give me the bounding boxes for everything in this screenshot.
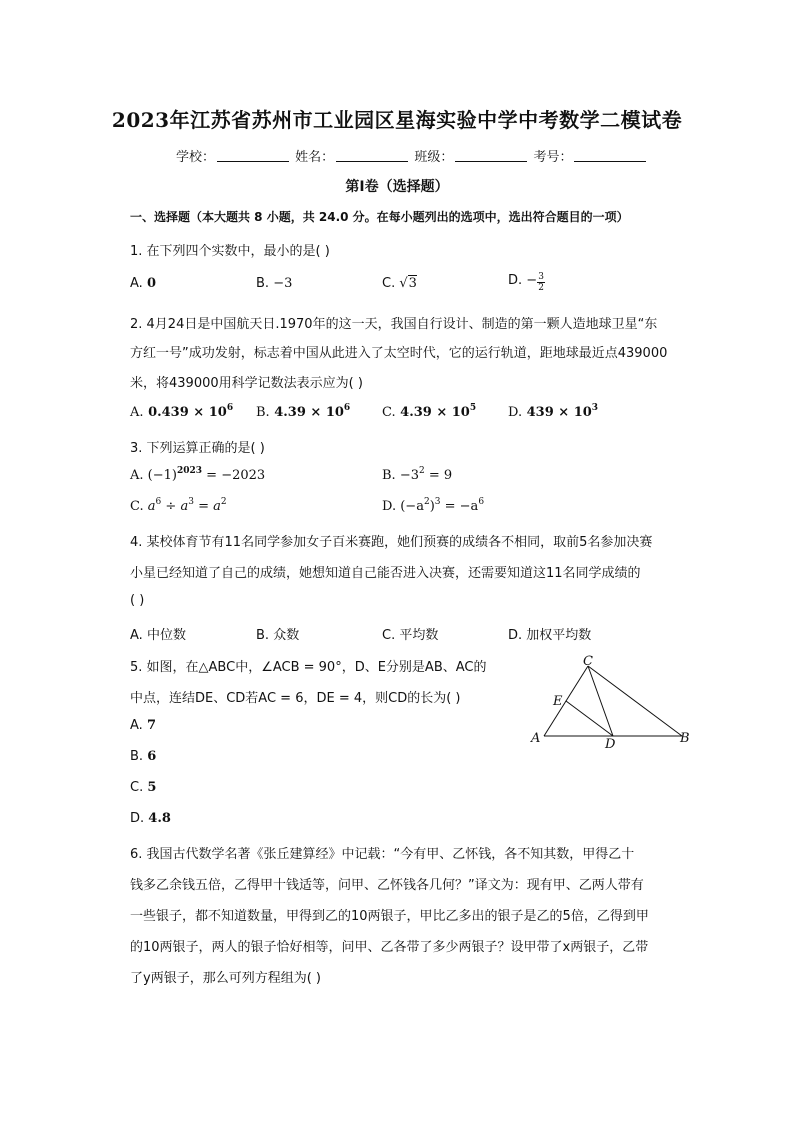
class-label: 班级： xyxy=(414,150,454,165)
q4-line-1: 4. 某校体育节有11名同学参加女子百米赛跑，她们预赛的成绩各不相同，取前5名参加决赛 xyxy=(130,535,653,550)
q2-option-d: D. $439 \times 10^3$ xyxy=(508,403,599,420)
q1-option-a: A. 0 xyxy=(130,276,156,291)
q6-line-3: 一些银子，都不知道数量，甲得到乙的10两银子，甲比乙多出的银子是乙的5倍，乙得到甲 xyxy=(130,909,649,924)
q1-option-b: B. −3 xyxy=(256,276,293,291)
label-E: E xyxy=(553,694,563,709)
q5-option-b: B. 6 xyxy=(130,749,157,764)
q4-option-d: D. 加权平均数 xyxy=(508,628,592,643)
q5-option-d: D. 4.8 xyxy=(130,811,171,826)
q2-option-a: A. $0.439 \times 10^6$ xyxy=(130,403,234,420)
q4-option-b: B. 众数 xyxy=(256,628,300,643)
school-blank xyxy=(217,150,289,162)
segment-DE xyxy=(566,701,613,736)
student-info-line xyxy=(176,146,648,165)
q6-line-4: 的10两银子，两人的银子恰好相等，问甲、乙各带了多少两银子？设甲带了x两银子，乙带 xyxy=(130,940,649,955)
q2-option-c: C. $4.39 \times 10^5$ xyxy=(382,403,477,420)
q3-option-d: D. $(-a^2)^3 = -a^6$ xyxy=(382,497,485,514)
segment-CB xyxy=(588,666,682,736)
label-D: D xyxy=(605,737,616,752)
class-blank xyxy=(455,150,527,162)
q2-line-1: 2. 4月24日是中国航天日.1970年的这一天，我国自行设计、制造的第一颗人造地球卫星“东 xyxy=(130,317,658,332)
id-blank xyxy=(574,150,646,162)
volume-heading: 第Ⅰ卷（选择题） xyxy=(345,179,449,195)
q1-option-d: D. − $\frac{3}{2}$ xyxy=(508,272,544,293)
section-heading: 一、选择题（本大题共 8 小题，共 24.0 分。在每小题列出的选项中，选出符合题目的一项） xyxy=(130,210,629,224)
sqrt-symbol: √3 xyxy=(399,276,417,291)
q3-stem: 3. 下列运算正确的是( ) xyxy=(130,441,265,456)
id-label: 考号： xyxy=(533,150,573,165)
label-A: A xyxy=(531,731,541,746)
exam-title: 2023年江苏省苏州市工业园区星海实验中学中考数学二模试卷 xyxy=(111,108,683,132)
q3-option-a: A. $(-1)^{2023} = -2023$ xyxy=(130,466,266,483)
q4-line-2: 小星已经知道了自己的成绩，她想知道自己能否进入决赛，还需要知道这11名同学成绩的 xyxy=(130,566,641,581)
label-C: C xyxy=(583,654,593,669)
q4-option-c: C. 平均数 xyxy=(382,628,439,643)
name-label: 姓名： xyxy=(295,150,335,165)
q2-line-2: 方红一号”成功发射，标志着中国从此进入了太空时代，它的运行轨道，距地球最近点439000 xyxy=(130,346,668,361)
segment-CD xyxy=(588,666,613,736)
q6-line-2: 钱多乙余钱五倍，乙得甲十钱适等，问甲、乙怀钱各几何？”译文为：现有甲、乙两人带有 xyxy=(130,878,644,893)
q5-option-c: C. 5 xyxy=(130,780,157,795)
q4-option-a: A. 中位数 xyxy=(130,628,186,643)
q6-line-5: 了y两银子，那么可列方程组为( ) xyxy=(130,971,321,986)
school-label: 学校： xyxy=(176,150,216,165)
q1-stem: 1. 在下列四个实数中，最小的是( ) xyxy=(130,244,330,259)
q6-line-1: 6. 我国古代数学名著《张丘建算经》中记载：“今有甲、乙怀钱，各不知其数，甲得乙十 xyxy=(130,847,635,862)
name-blank xyxy=(336,150,408,162)
q5-option-a: A. 7 xyxy=(130,718,156,733)
q3-option-c: C. $a^6 \div a^3 = a^2$ xyxy=(130,497,227,514)
label-B: B xyxy=(680,731,690,746)
q5-triangle-figure xyxy=(520,652,700,752)
q1-option-c: C. √3 xyxy=(382,276,417,291)
fraction: $\frac{3}{2}$ xyxy=(538,272,544,293)
q5-line-1: 5. 如图，在△ABC中，∠ACB = 90°，D、E分别是AB、AC的 xyxy=(130,660,487,675)
q5-line-2: 中点，连结DE、CD若AC = 6，DE = 4，则CD的长为( ) xyxy=(130,691,461,706)
q3-option-b: B. $-3^2 = 9$ xyxy=(382,466,453,483)
q2-line-3: 米，将439000用科学记数法表示应为( ) xyxy=(130,376,363,391)
q4-line-3: ( ) xyxy=(130,593,145,608)
q2-option-b: B. $4.39 \times 10^6$ xyxy=(256,403,351,420)
